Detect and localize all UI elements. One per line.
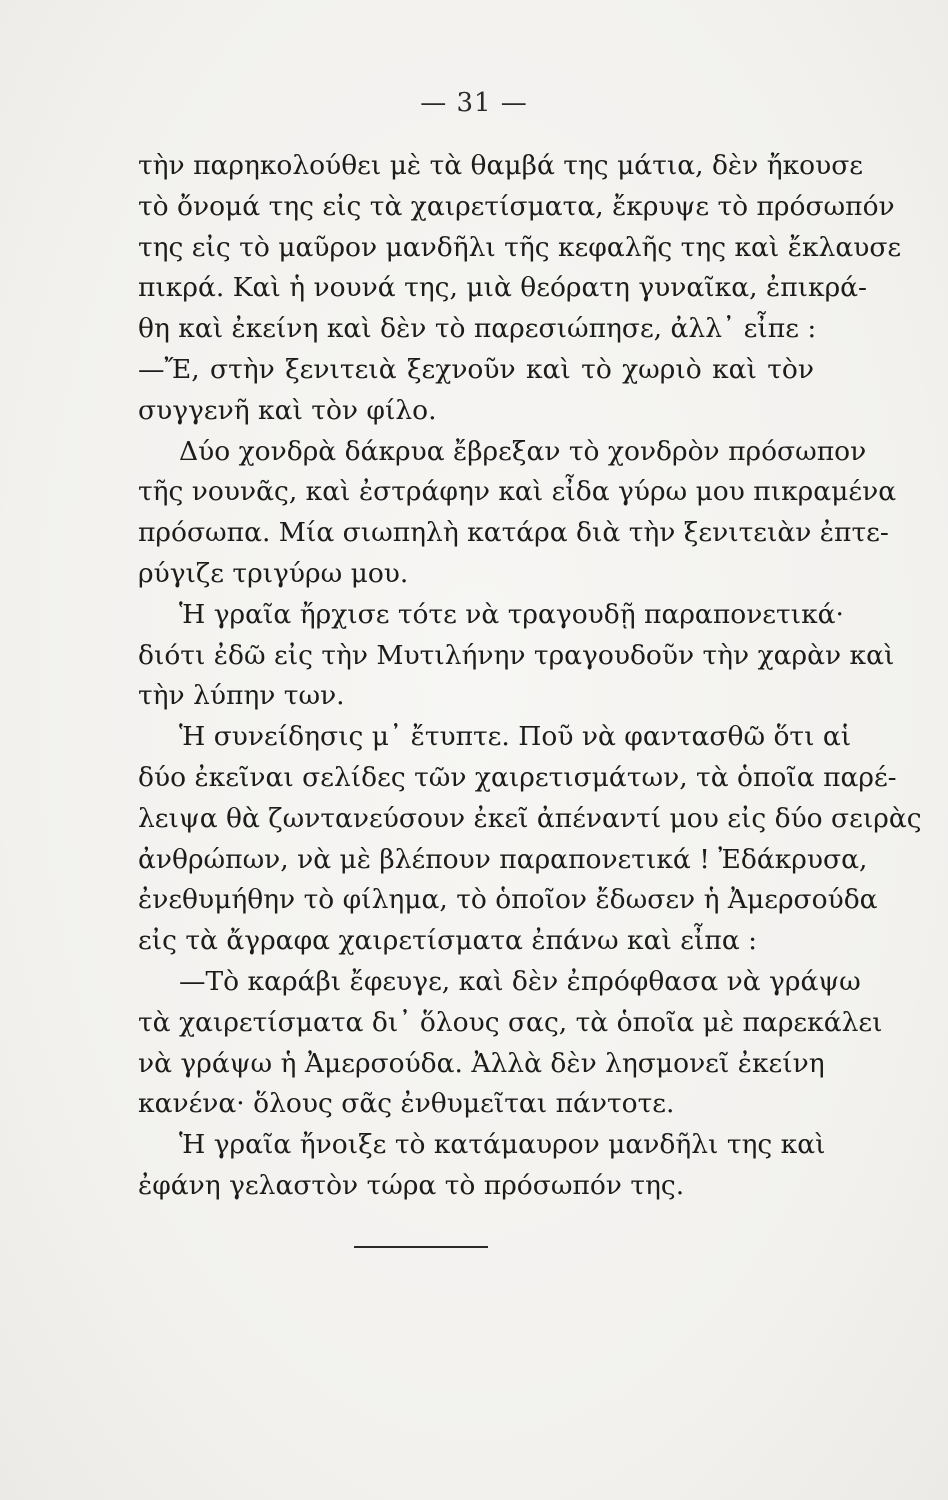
text-line: ἐφάνη γελαστὸν τώρα τὸ πρόσωπόν της. bbox=[138, 1169, 685, 1201]
text-line: τὴν παρηκολούθει μὲ τὰ θαμβά της μάτια, δὲν ἤκουσε bbox=[138, 150, 864, 181]
text-line: τὰ χαιρετίσματα δι᾽ ὅλους σας, τὰ ὁποῖα μὲ παρεκάλει bbox=[138, 1006, 883, 1038]
text-line: συγγενῆ καὶ τὸν φίλο. bbox=[138, 394, 437, 426]
text-line: Ἡ γραῖα ἤρχισε τότε νὰ τραγουδῇ παραπονετικά· bbox=[179, 598, 844, 630]
text-line: Ἡ συνείδησις μ᾽ ἔτυπτε. Ποῦ νὰ φαντασθῶ ὅτι αἱ bbox=[179, 721, 852, 753]
end-rule bbox=[354, 1246, 488, 1248]
text-line: Ἡ γραῖα ἤνοιξε τὸ κατάμαυρον μανδῆλι της καὶ bbox=[179, 1129, 826, 1161]
text-line: λειψα θὰ ζωντανεύσουν ἐκεῖ ἀπέναντί μου εἰς δύο σειρὰς bbox=[138, 802, 922, 834]
text-line: τὸ ὄνομά της εἰς τὰ χαιρετίσματα, ἔκρυψε τὸ πρόσωπόν bbox=[138, 190, 895, 222]
text-line: —Τὸ καράβι ἔφευγε, καὶ δὲν ἐπρόφθασα νὰ γράψω bbox=[179, 965, 861, 997]
text-line: ἐνεθυμήθην τὸ φίλημα, τὸ ὁποῖον ἔδωσεν ἡ Ἀμερσούδα bbox=[138, 884, 878, 916]
text-line: νὰ γράψω ἡ Ἀμερσούδα. Ἀλλὰ δὲν λησμονεῖ ἐκείνη bbox=[138, 1047, 825, 1079]
text-line: δύο ἐκεῖναι σελίδες τῶν χαιρετισμάτων, τὰ ὁποῖα παρέ- bbox=[138, 761, 897, 793]
text-line: πρόσωπα. Μία σιωπηλὴ κατάρα διὰ τὴν ξενιτειὰν ἐπτε- bbox=[138, 517, 889, 549]
text-line: τῆς νουνᾶς, καὶ ἐστράφην καὶ εἶδα γύρω μου πικραμένα bbox=[138, 476, 897, 508]
text-line: της εἰς τὸ μαῦρον μανδῆλι τῆς κεφαλῆς της καὶ ἔκλαυσε bbox=[138, 231, 902, 263]
body-text bbox=[138, 146, 922, 1207]
text-line: ἀνθρώπων, νὰ μὲ βλέπουν παραπονετικά ! Ἐδάκρυσα, bbox=[138, 843, 868, 875]
text-line: τὴν λύπην των. bbox=[138, 680, 345, 712]
text-line: εἰς τὰ ἄγραφα χαιρετίσματα ἐπάνω καὶ εἶπα : bbox=[138, 925, 758, 957]
text-line: πικρά. Καὶ ἡ νουνά της, μιὰ θεόρατη γυναῖκα, ἐπικρά- bbox=[138, 272, 867, 304]
text-line: θη καὶ ἐκείνη καὶ δὲν τὸ παρεσιώπησε, ἀλλ᾽ εἶπε : bbox=[138, 313, 817, 345]
page-number: — 31 — bbox=[420, 88, 528, 118]
text-line: διότι ἐδῶ εἰς τὴν Μυτιλήνην τραγουδοῦν τὴν χαρὰν καὶ bbox=[138, 639, 895, 671]
text-line: Δύο χονδρὰ δάκρυα ἔβρεξαν τὸ χονδρὸν πρόσωπον bbox=[179, 435, 867, 467]
text-line: —Ἔ, στὴν ξενιτειὰ ξεχνοῦν καὶ τὸ χωριὸ καὶ τὸν bbox=[138, 353, 814, 385]
text-line: ρύγιζε τριγύρω μου. bbox=[138, 557, 409, 589]
text-line: κανένα· ὅλους σᾶς ἐνθυμεῖται πάντοτε. bbox=[138, 1088, 675, 1120]
